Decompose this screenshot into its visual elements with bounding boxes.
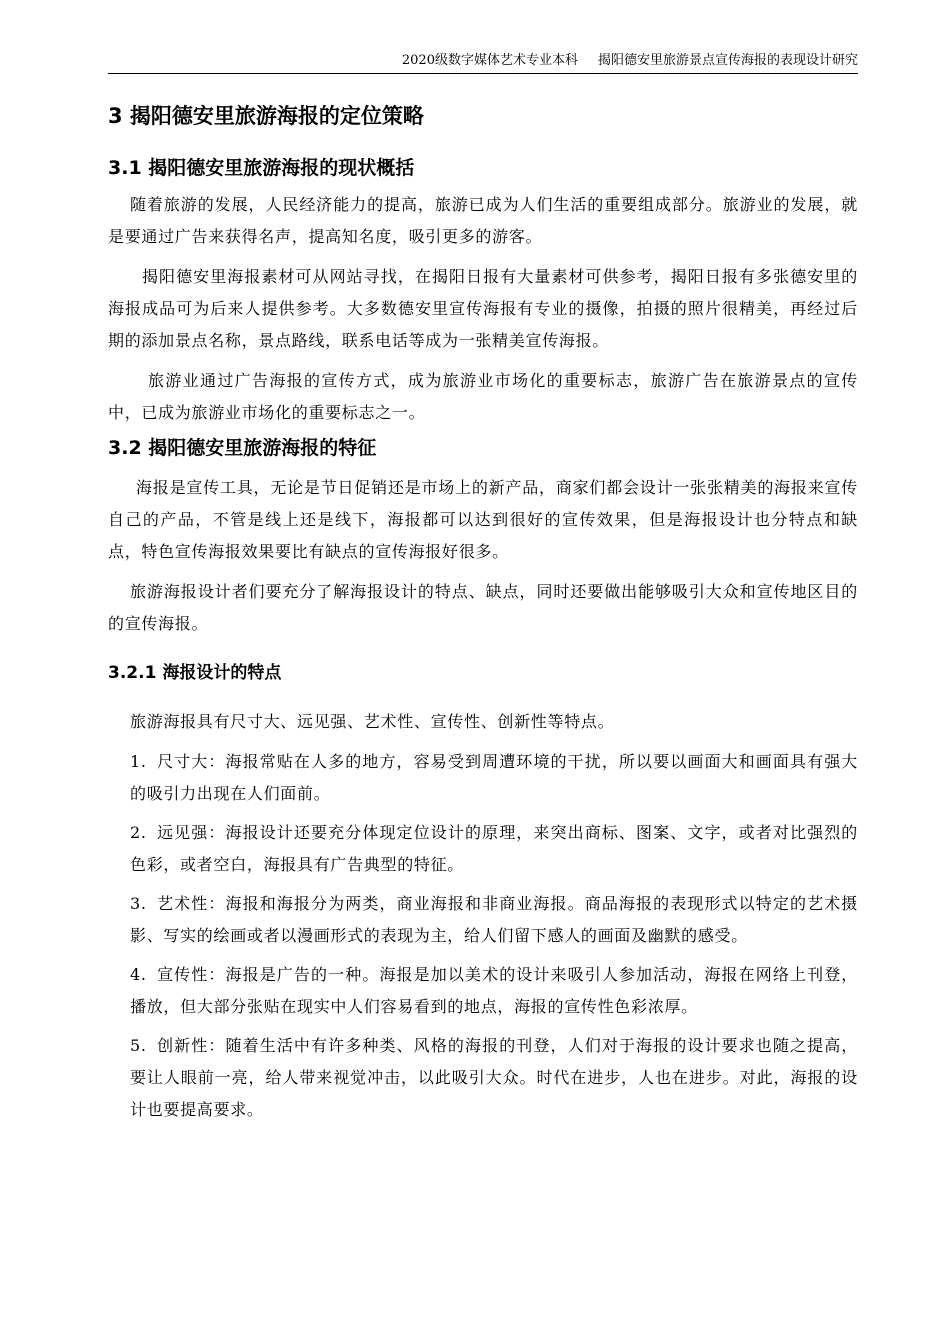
section-3-2-1-title: 3.2.1 海报设计的特点 (108, 663, 282, 683)
list-item-text: 艺术性：海报和海报分为两类，商业海报和非商业海报。商品海报的表现形式以特定的艺术摄影、写实的绘画或者以漫画形式的表现为主，给人们留下感人的画面及幽默的感受。 (130, 894, 858, 945)
chapter-title: 3 揭阳德安里旅游海报的定位策略 (108, 104, 424, 128)
list-item-text: 远见强：海报设计还要充分体现定位设计的原理，来突出商标、图案、文字，或者对比强烈的色彩，或者空白，海报具有广告典型的特征。 (130, 823, 858, 874)
header-rule (108, 73, 858, 74)
list-item (108, 1030, 858, 1126)
paragraph: 旅游海报设计者们要充分了解海报设计的特点、缺点，同时还要做出能够吸引大众和宣传地区目的的宣传海报。 (108, 582, 858, 633)
list-item-number: 5. (130, 1036, 147, 1055)
list-item-text: 创新性：随着生活中有许多种类、风格的海报的刊登，人们对于海报的设计要求也随之提高，要让人眼前一亮，给人带来视觉冲击，以此吸引大众。时代在进步，人也在进步。对此，海报的设计也要提高要求。 (130, 1036, 858, 1119)
list-item-text: 尺寸大：海报常贴在人多的地方，容易受到周遭环境的干扰，所以要以画面大和画面具有强大的吸引力出现在人们面前。 (130, 752, 858, 803)
list-item (108, 888, 858, 952)
paragraph: 海报是宣传工具，无论是节日促销还是市场上的新产品，商家们都会设计一张张精美的海报来宣传自己的产品，不管是线上还是线下，海报都可以达到很好的宣传效果，但是海报设计也分特点和缺点，特色宣传海报效果要比有缺点的宣传海报好很多。 (108, 478, 858, 561)
document-body (108, 86, 858, 1133)
list-item-text: 宣传性：海报是广告的一种。海报是加以美术的设计来吸引人参加活动，海报在网络上刊登，播放，但大部分张贴在现实中人们容易看到的地点，海报的宣传性色彩浓厚。 (130, 965, 858, 1016)
list-item (108, 746, 858, 810)
list-item-number: 4. (130, 965, 147, 984)
paragraph: 旅游业通过广告海报的宣传方式，成为旅游业市场化的重要标志，旅游广告在旅游景点的宣传中，已成为旅游业市场化的重要标志之一。 (108, 371, 858, 422)
list-intro: 旅游海报具有尺寸大、远见强、艺术性、宣传性、创新性等特点。 (130, 712, 615, 731)
header-left-text: 2020级数字媒体艺术专业本科 (401, 53, 578, 68)
paragraph: 揭阳德安里海报素材可从网站寻找，在揭阳日报有大量素材可供参考，揭阳日报有多张德安里的海报成品可为后来人提供参考。大多数德安里宣传海报有专业的摄像，拍摄的照片很精美，再经过后期的添加景点名称，景点路线，联系电话等成为一张精美宣传海报。 (108, 267, 858, 350)
header-right-text: 揭阳德安里旅游景点宣传海报的表现设计研究 (597, 53, 858, 68)
list-item-number: 3. (130, 894, 147, 913)
paragraph: 随着旅游的发展，人民经济能力的提高，旅游已成为人们生活的重要组成部分。旅游业的发展，就是要通过广告来获得名声，提高知名度，吸引更多的游客。 (108, 195, 858, 246)
list-item-number: 2. (130, 823, 147, 842)
section-3-1-title: 3.1 揭阳德安里旅游海报的现状概括 (108, 157, 415, 179)
list-item-number: 1. (130, 752, 147, 771)
running-header (108, 52, 858, 70)
list-item (108, 817, 858, 881)
list-item (108, 959, 858, 1023)
section-3-2-title: 3.2 揭阳德安里旅游海报的特征 (108, 437, 377, 459)
